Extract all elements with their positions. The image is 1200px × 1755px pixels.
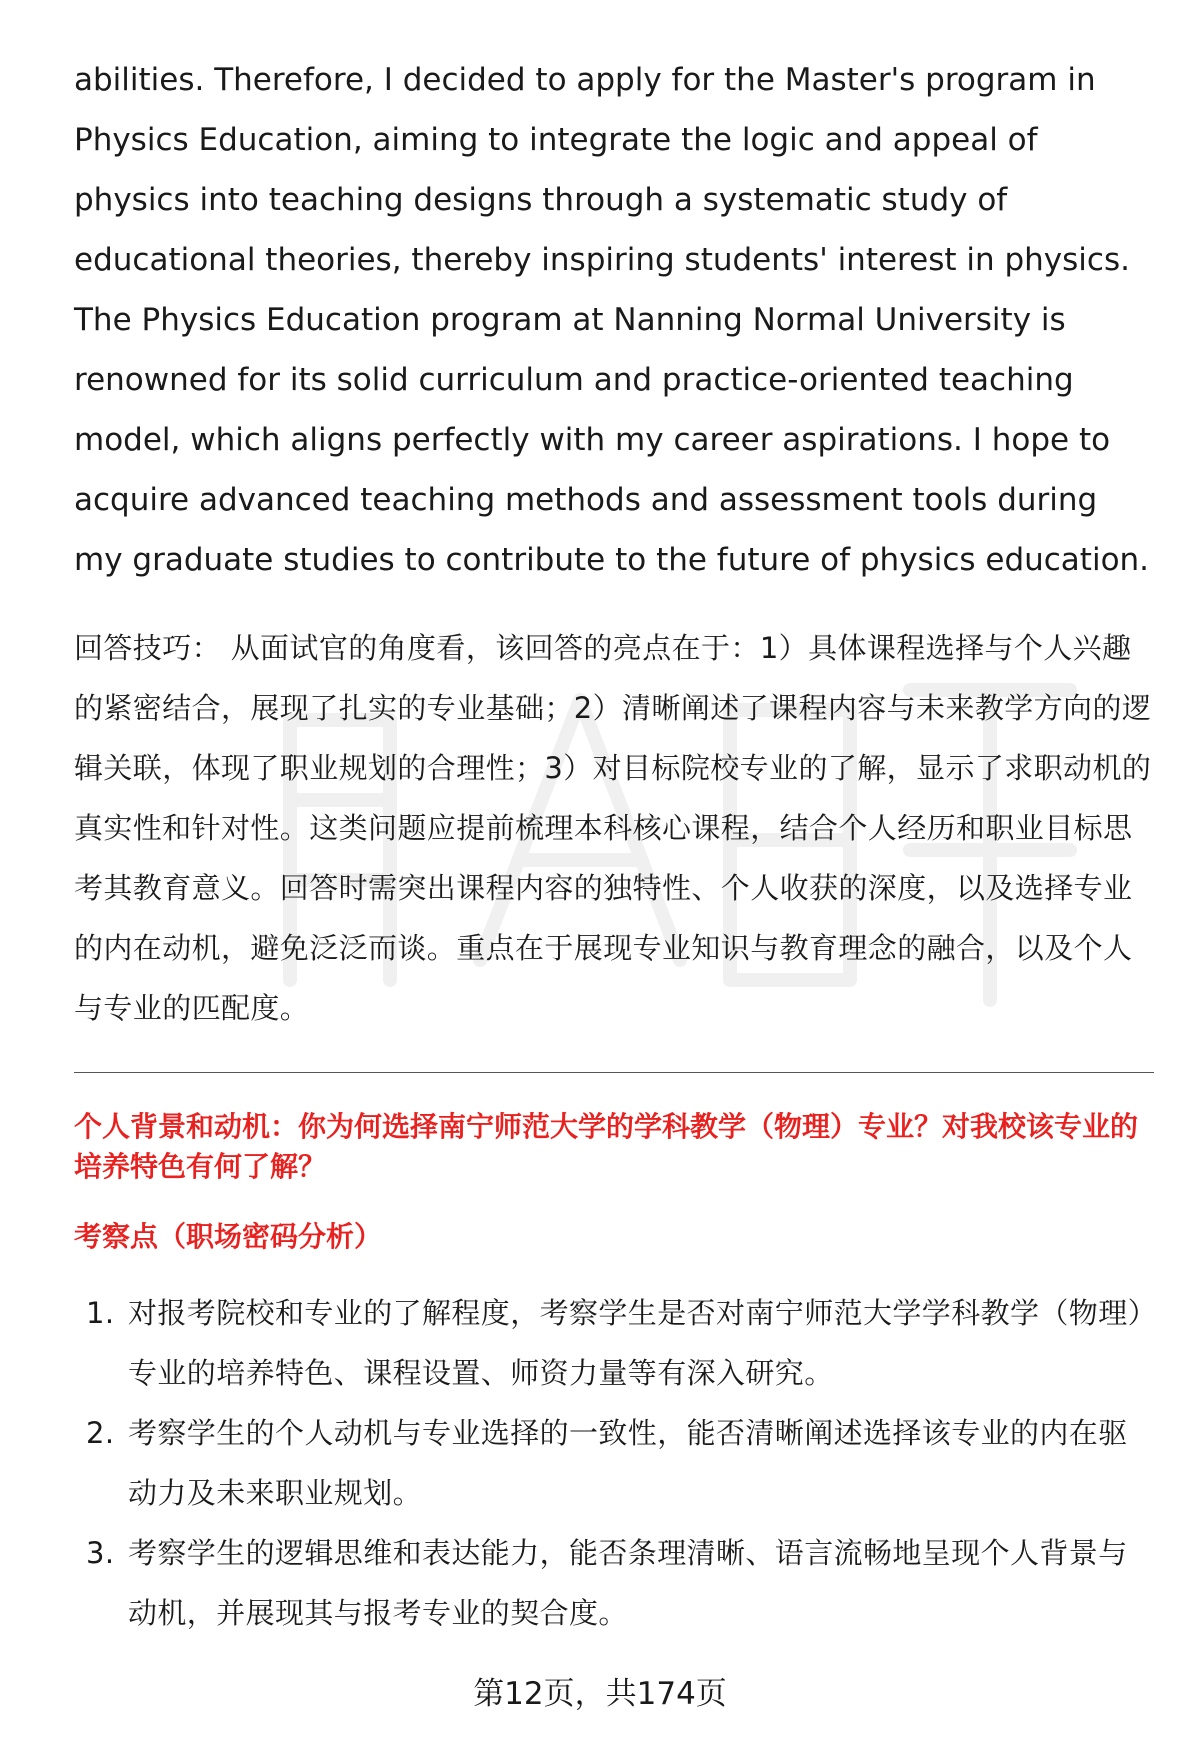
page-number-footer: 第12页，共174页 xyxy=(473,1676,727,1712)
list-item xyxy=(74,1523,1154,1643)
list-item-text: 考察学生的逻辑思维和表达能力，能否条理清晰、语言流畅地呈现个人背景与动机，并展现其与报考专业的契合度。 xyxy=(128,1536,1128,1630)
list-item-number: 1. xyxy=(86,1296,115,1330)
list-item xyxy=(74,1283,1154,1403)
list-item-number: 2. xyxy=(86,1416,115,1450)
list-item-text: 考察学生的个人动机与专业选择的一致性，能否清晰阐述选择该专业的内在驱动力及未来职业规划。 xyxy=(128,1416,1128,1510)
english-answer-paragraph: abilities. Therefore, I decided to apply for the Master's program in Physics Education, aiming to integrate the logic and appeal of physics into teaching designs through a systematic study of educational theories, thereby inspiring students' interest in physics. The Physics Education program at Nanning Normal University is renowned for its solid curriculum and practice-oriented teaching model, which aligns perfectly with my career aspirations. I hope to acquire advanced teaching methods and assessment tools during my graduate studies to contribute to the future of physics education. xyxy=(74,62,1150,578)
document-page xyxy=(74,50,1154,1643)
assessment-points-list xyxy=(74,1283,1154,1643)
question-title: 个人背景和动机：你为何选择南宁师范大学的学科教学（物理）专业？对我校该专业的培养特色有何了解？ xyxy=(74,1110,1139,1183)
list-item xyxy=(74,1403,1154,1523)
answer-tips-paragraph: 回答技巧： 从面试官的角度看，该回答的亮点在于：1）具体课程选择与个人兴趣的紧密结合，展现了扎实的专业基础；2）清晰阐述了课程内容与未来教学方向的逻辑关联，体现了职业规划的合理性；3）对目标院校专业的了解，显示了求职动机的真实性和针对性。这类问题应提前梳理本科核心课程，结合个人经历和职业目标思考其教育意义。回答时需突出课程内容的独特性、个人收获的深度，以及选择专业的内在动机，避免泛泛而谈。重点在于展现专业知识与教育理念的融合，以及个人与专业的匹配度。 xyxy=(74,631,1152,1025)
section-divider xyxy=(74,1072,1154,1073)
assessment-points-title: 考察点（职场密码分析） xyxy=(74,1220,383,1253)
list-item-number: 3. xyxy=(86,1536,115,1570)
list-item-text: 对报考院校和专业的了解程度，考察学生是否对南宁师范大学学科教学（物理）专业的培养特色、课程设置、师资力量等有深入研究。 xyxy=(128,1296,1143,1390)
